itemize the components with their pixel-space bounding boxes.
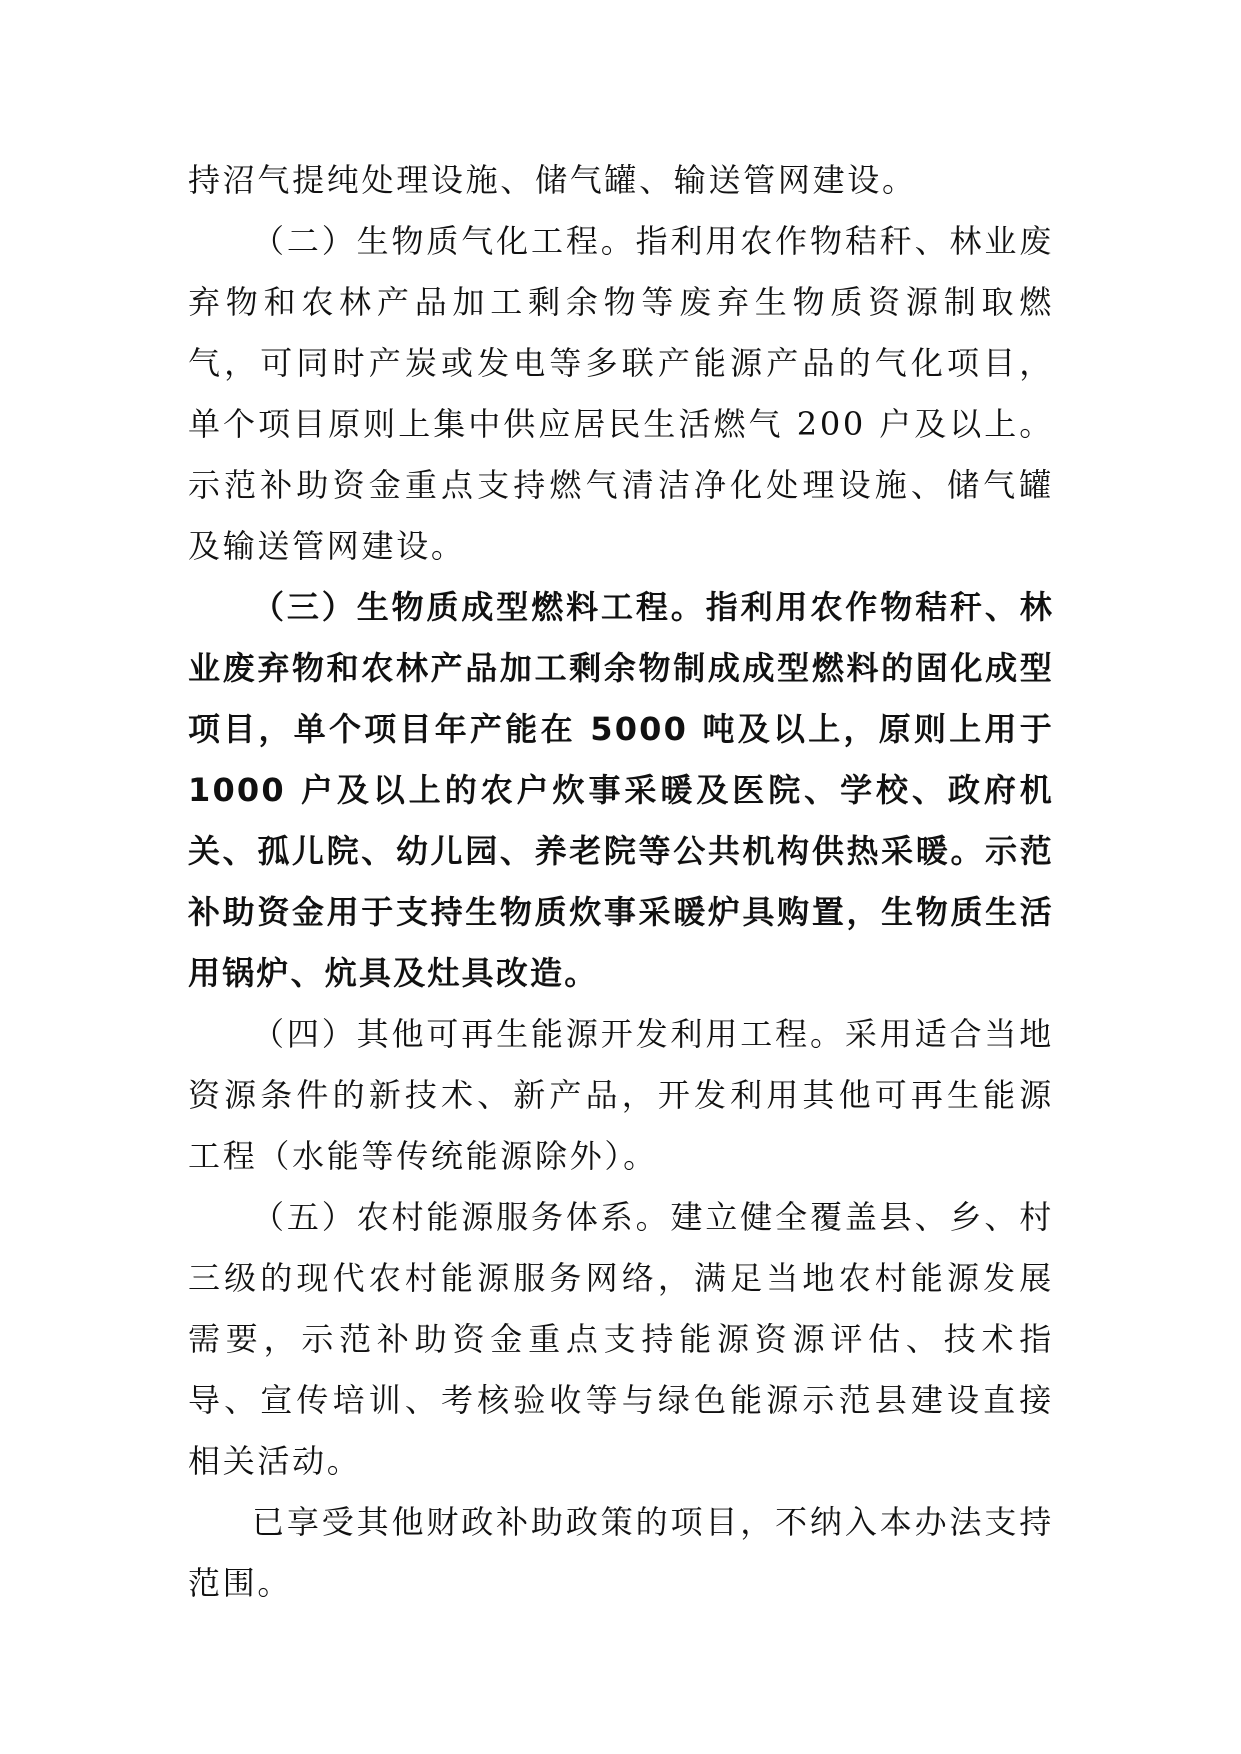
- paragraph-biomass-gasification: （二）生物质气化工程。指利用农作物秸秆、林业废弃物和农林产品加工剩余物等废弃生物质资源制取燃气，可同时产炭或发电等多联产能源产品的气化项目，单个项目原则上集中供应居民生活燃气 200 户及以上。示范补助资金重点支持燃气清洁净化处理设施、储气罐及输送管网建设。: [188, 222, 1054, 565]
- paragraph-rural-energy-service: （五）农村能源服务体系。建立健全覆盖县、乡、村三级的现代农村能源服务网络，满足当地农村能源发展需要，示范补助资金重点支持能源资源评估、技术指导、宣传培训、考核验收等与绿色能源示范县建设直接相关活动。: [188, 1198, 1054, 1480]
- paragraph-other-renewable-energy: （四）其他可再生能源开发利用工程。采用适合当地资源条件的新技术、新产品，开发利用其他可再生能源工程（水能等传统能源除外）。: [188, 1015, 1054, 1175]
- paragraph-exclusion-note: 已享受其他财政补助政策的项目，不纳入本办法支持范围。: [188, 1503, 1054, 1602]
- body-text: [188, 150, 1054, 1614]
- paragraph-continuation: 持沼气提纯处理设施、储气罐、输送管网建设。: [188, 161, 917, 199]
- paragraph-biomass-briquette-fuel: （三）生物质成型燃料工程。指利用农作物秸秆、林业废弃物和农林产品加工剩余物制成成型燃料的固化成型项目，单个项目年产能在 5000 吨及以上，原则上用于 1000 户及以上的农户炊事采暖及医院、学校、政府机关、孤儿院、幼儿园、养老院等公共机构供热采暖。示范补助资金用于支持生物质炊事采暖炉具购置，生物质生活用锅炉、炕具及灶具改造。: [188, 588, 1054, 992]
